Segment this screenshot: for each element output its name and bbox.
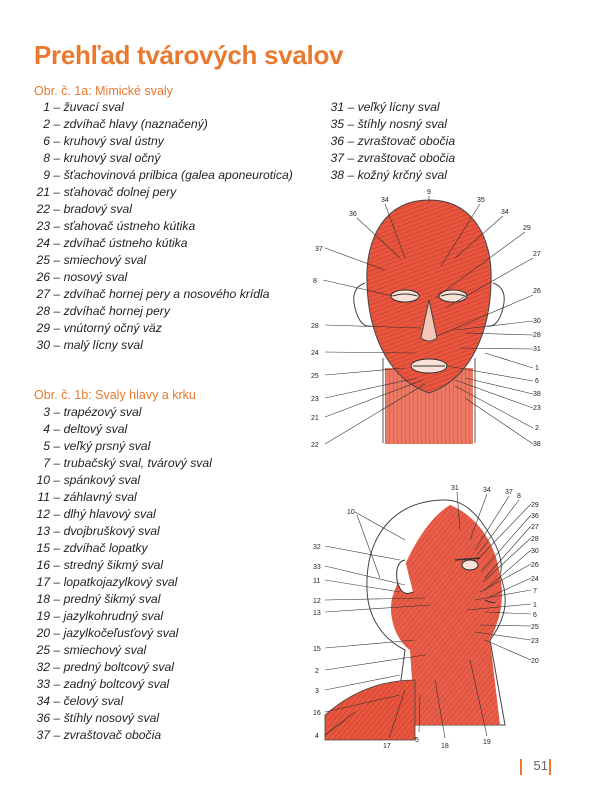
legend-label: zadný boltcový sval xyxy=(63,677,170,691)
legend-number: 28 xyxy=(36,304,50,318)
legend-item xyxy=(8,642,212,659)
legend-item xyxy=(8,710,212,727)
legend-item xyxy=(8,676,212,693)
legend-separator: – xyxy=(50,609,64,623)
legend-label: bradový sval xyxy=(63,202,132,216)
callout-label: 3 xyxy=(315,688,319,695)
legend-number: 29 xyxy=(36,321,50,335)
legend-separator: – xyxy=(344,117,358,131)
legend-label: vnútorný očný väz xyxy=(63,321,162,335)
legend-item xyxy=(8,421,212,438)
legend-number: 2 xyxy=(43,117,50,131)
legend-label: jazylkočeľusťový sval xyxy=(63,626,179,640)
legend-item xyxy=(8,693,212,710)
legend-label: malý lícny sval xyxy=(63,338,143,352)
head-neck-side-illustration xyxy=(305,480,555,750)
legend-number: 13 xyxy=(36,524,50,538)
legend-separator: – xyxy=(50,405,64,419)
legend-label: čelový sval xyxy=(63,694,124,708)
legend-separator: – xyxy=(50,711,64,725)
legend-item xyxy=(8,727,212,744)
legend-item xyxy=(8,591,212,608)
legend-item xyxy=(8,438,212,455)
legend-label: zdvíhač hornej pery a nosového krídla xyxy=(63,287,270,301)
legend-separator: – xyxy=(50,626,64,640)
callout-label: 28 xyxy=(531,536,539,543)
legend-number: 25 xyxy=(36,643,50,657)
fig1a-legend xyxy=(8,99,293,354)
callout-label: 32 xyxy=(313,544,321,551)
legend-label: predný boltcový sval xyxy=(63,660,174,674)
legend-number: 23 xyxy=(36,219,50,233)
callout-label: 28 xyxy=(311,323,319,330)
callout-label: 11 xyxy=(313,578,321,585)
legend-separator: – xyxy=(50,660,64,674)
legend-label: nosový sval xyxy=(63,270,128,284)
legend-item xyxy=(8,523,212,540)
legend-separator: – xyxy=(344,134,358,148)
callout-label: 2 xyxy=(535,425,539,432)
legend-item xyxy=(8,184,293,201)
legend-label: žuvací sval xyxy=(63,100,124,114)
legend-separator: – xyxy=(50,270,64,284)
legend-number: 26 xyxy=(36,270,50,284)
legend-item xyxy=(8,167,293,184)
legend-separator: – xyxy=(50,439,64,453)
callout-label: 27 xyxy=(533,251,541,258)
legend-separator: – xyxy=(344,151,358,165)
legend-label: dlhý hlavový sval xyxy=(63,507,156,521)
legend-label: dvojbruškový sval xyxy=(63,524,160,538)
fig1b-legend xyxy=(8,404,212,744)
legend-separator: – xyxy=(50,185,64,199)
legend-label: kruhový sval ústny xyxy=(63,134,164,148)
legend-number: 5 xyxy=(43,439,50,453)
legend-label: sťahovač ústneho kútika xyxy=(63,219,196,233)
callout-label: 38 xyxy=(533,391,541,398)
callout-label: 30 xyxy=(533,318,541,325)
legend-label: lopatkojazylkový sval xyxy=(63,575,178,589)
callout-label: 23 xyxy=(311,396,319,403)
callout-label: 9 xyxy=(427,189,431,196)
page-title: Prehľad tvárových svalov xyxy=(34,40,344,70)
legend-label: šťachovinová prilbica (galea aponeurotica) xyxy=(63,168,293,182)
legend-number: 36 xyxy=(36,711,50,725)
legend-item xyxy=(316,167,455,184)
legend-item xyxy=(8,133,293,150)
callout-label: 24 xyxy=(531,576,539,583)
legend-item xyxy=(8,303,293,320)
callout-label: 4 xyxy=(315,733,319,740)
legend-label: veľký lícny sval xyxy=(357,100,440,114)
legend-number: 6 xyxy=(43,134,50,148)
legend-separator: – xyxy=(50,456,64,470)
legend-item xyxy=(8,574,212,591)
legend-item xyxy=(8,116,293,133)
legend-separator: – xyxy=(50,507,64,521)
callout-label: 20 xyxy=(531,658,539,665)
legend-item xyxy=(316,116,455,133)
legend-number: 37 xyxy=(330,151,344,165)
callout-label: 8 xyxy=(517,493,521,500)
legend-separator: – xyxy=(50,694,64,708)
callout-label: 29 xyxy=(531,502,539,509)
legend-item xyxy=(8,150,293,167)
callout-label: 16 xyxy=(313,710,321,717)
legend-label: jazylkohrudný sval xyxy=(63,609,164,623)
legend-separator: – xyxy=(50,321,64,335)
legend-label: spánkový sval xyxy=(63,473,141,487)
callout-label: 21 xyxy=(311,415,319,422)
legend-item xyxy=(8,489,212,506)
callout-label: 25 xyxy=(311,373,319,380)
legend-label: deltový sval xyxy=(63,422,128,436)
legend-label: štíhly nosný sval xyxy=(357,117,447,131)
callout-label: 6 xyxy=(533,612,537,619)
callout-label: 34 xyxy=(501,209,509,216)
legend-label: smiechový sval xyxy=(63,253,147,267)
fig1b-heading: Obr. č. 1b: Svaly hlavy a krku xyxy=(34,388,196,402)
legend-label: kruhový sval očný xyxy=(63,151,161,165)
callout-label: 35 xyxy=(477,197,485,204)
legend-label: veľký prsný sval xyxy=(63,439,151,453)
callout-label: 8 xyxy=(313,278,317,285)
callout-label: 28 xyxy=(533,332,541,339)
legend-separator: – xyxy=(50,728,64,742)
legend-separator: – xyxy=(50,524,64,538)
callout-label: 13 xyxy=(313,610,321,617)
legend-separator: – xyxy=(50,490,64,504)
legend-label: trubačský sval, tvárový sval xyxy=(63,456,212,470)
callout-label: 36 xyxy=(349,211,357,218)
legend-number: 18 xyxy=(36,592,50,606)
legend-item xyxy=(8,472,212,489)
legend-item xyxy=(8,540,212,557)
callout-label: 23 xyxy=(531,638,539,645)
legend-number: 21 xyxy=(36,185,50,199)
legend-number: 32 xyxy=(36,660,50,674)
legend-number: 34 xyxy=(36,694,50,708)
legend-separator: – xyxy=(50,575,64,589)
callout-label: 36 xyxy=(531,513,539,520)
callout-label: 2 xyxy=(315,668,319,675)
legend-label: zvraštovač obočia xyxy=(63,728,162,742)
legend-separator: – xyxy=(50,304,64,318)
callout-label: 23 xyxy=(533,405,541,412)
face-front-illustration xyxy=(305,188,555,450)
callout-label: 6 xyxy=(535,378,539,385)
legend-item xyxy=(316,150,455,167)
legend-number: 1 xyxy=(43,100,50,114)
legend-label: zvraštovač obočia xyxy=(357,134,456,148)
legend-label: zvraštovač obočia xyxy=(357,151,456,165)
legend-number: 33 xyxy=(36,677,50,691)
callout-label: 37 xyxy=(315,246,323,253)
callout-label: 33 xyxy=(313,564,321,571)
callout-label: 34 xyxy=(483,487,491,494)
legend-item xyxy=(316,133,455,150)
legend-item xyxy=(8,557,212,574)
legend-number: 10 xyxy=(36,473,50,487)
legend-number: 11 xyxy=(37,490,50,504)
callout-label: 29 xyxy=(523,225,531,232)
legend-separator: – xyxy=(50,677,64,691)
legend-item xyxy=(8,252,293,269)
legend-separator: – xyxy=(50,236,64,250)
legend-number: 20 xyxy=(36,626,50,640)
callout-label: 24 xyxy=(311,350,319,357)
legend-number: 15 xyxy=(36,541,50,555)
legend-item xyxy=(8,337,293,354)
legend-label: zdvíhač lopatky xyxy=(63,541,148,555)
fig1a-heading: Obr. č. 1a: Mimické svaly xyxy=(34,84,173,98)
page-number-divider-left xyxy=(520,759,522,775)
legend-number: 38 xyxy=(330,168,344,182)
callout-label: 1 xyxy=(535,365,539,372)
legend-separator: – xyxy=(50,202,64,216)
callout-label: 38 xyxy=(533,441,541,448)
legend-number: 16 xyxy=(36,558,50,572)
callout-label: 10 xyxy=(347,509,355,516)
legend-item xyxy=(8,201,293,218)
legend-number: 36 xyxy=(330,134,344,148)
legend-separator: – xyxy=(50,134,64,148)
legend-label: zdvíhač hornej pery xyxy=(63,304,170,318)
callout-label: 31 xyxy=(533,346,541,353)
legend-separator: – xyxy=(50,541,64,555)
legend-number: 27 xyxy=(36,287,50,301)
legend-number: 37 xyxy=(36,728,50,742)
legend-separator: – xyxy=(50,338,64,352)
legend-label: sťahovač dolnej pery xyxy=(63,185,177,199)
callout-label: 26 xyxy=(531,562,539,569)
callout-label: 19 xyxy=(483,739,491,746)
legend-number: 4 xyxy=(43,422,50,436)
legend-label: kožný krčný sval xyxy=(357,168,447,182)
callout-label: 22 xyxy=(311,442,319,449)
legend-separator: – xyxy=(50,117,64,131)
legend-number: 7 xyxy=(43,456,50,470)
callout-label: 26 xyxy=(533,288,541,295)
callout-label: 1 xyxy=(533,602,537,609)
legend-number: 8 xyxy=(43,151,50,165)
legend-separator: – xyxy=(50,643,64,657)
legend-label: stredný šikmý sval xyxy=(63,558,164,572)
callout-label: 12 xyxy=(313,598,321,605)
legend-separator: – xyxy=(50,168,64,182)
callout-label: 15 xyxy=(313,646,321,653)
legend-item xyxy=(8,218,293,235)
legend-separator: – xyxy=(50,592,64,606)
callout-label: 25 xyxy=(531,624,539,631)
legend-number: 19 xyxy=(36,609,50,623)
callout-label: 37 xyxy=(505,489,513,496)
legend-item xyxy=(8,659,212,676)
legend-separator: – xyxy=(50,558,64,572)
legend-separator: – xyxy=(344,168,358,182)
legend-number: 12 xyxy=(36,507,50,521)
legend-label: predný šikmý sval xyxy=(63,592,161,606)
legend-item xyxy=(8,235,293,252)
callout-label: 5 xyxy=(415,737,419,744)
legend-item xyxy=(8,625,212,642)
legend-item xyxy=(8,506,212,523)
legend-separator: – xyxy=(50,422,64,436)
legend-item xyxy=(8,404,212,421)
legend-number: 35 xyxy=(330,117,344,131)
legend-separator: – xyxy=(50,473,64,487)
legend-number: 3 xyxy=(43,405,50,419)
legend-label: zdvíhač ústneho kútika xyxy=(63,236,188,250)
legend-item xyxy=(8,608,212,625)
callout-label: 31 xyxy=(451,485,459,492)
legend-number: 24 xyxy=(36,236,50,250)
legend-separator: – xyxy=(50,253,64,267)
legend-label: trapézový sval xyxy=(63,405,142,419)
legend-number: 9 xyxy=(43,168,50,182)
legend-number: 30 xyxy=(36,338,50,352)
legend-item xyxy=(8,455,212,472)
legend-number: 25 xyxy=(36,253,50,267)
callout-label: 34 xyxy=(381,197,389,204)
callout-label: 17 xyxy=(383,743,391,750)
callout-label: 27 xyxy=(531,524,539,531)
legend-separator: – xyxy=(344,100,358,114)
legend-item xyxy=(8,99,293,116)
legend-label: zdvíhač hlavy (naznačený) xyxy=(63,117,208,131)
legend-item xyxy=(8,286,293,303)
legend-number: 17 xyxy=(36,575,50,589)
legend-label: záhlavný sval xyxy=(63,490,137,504)
callout-label: 7 xyxy=(533,588,537,595)
fig1a-legend-col2 xyxy=(316,99,455,184)
legend-item xyxy=(316,99,455,116)
legend-label: štíhly nosový sval xyxy=(63,711,160,725)
legend-number: 31 xyxy=(330,100,344,114)
callout-label: 30 xyxy=(531,548,539,555)
page-number-divider-right xyxy=(549,759,551,775)
legend-separator: – xyxy=(50,287,64,301)
legend-separator: – xyxy=(50,219,64,233)
legend-label: smiechový sval xyxy=(63,643,147,657)
page-number: 51 xyxy=(533,758,548,773)
legend-number: 22 xyxy=(36,202,50,216)
callout-label: 18 xyxy=(441,743,449,750)
legend-item xyxy=(8,320,293,337)
legend-separator: – xyxy=(50,100,64,114)
legend-separator: – xyxy=(50,151,64,165)
legend-item xyxy=(8,269,293,286)
